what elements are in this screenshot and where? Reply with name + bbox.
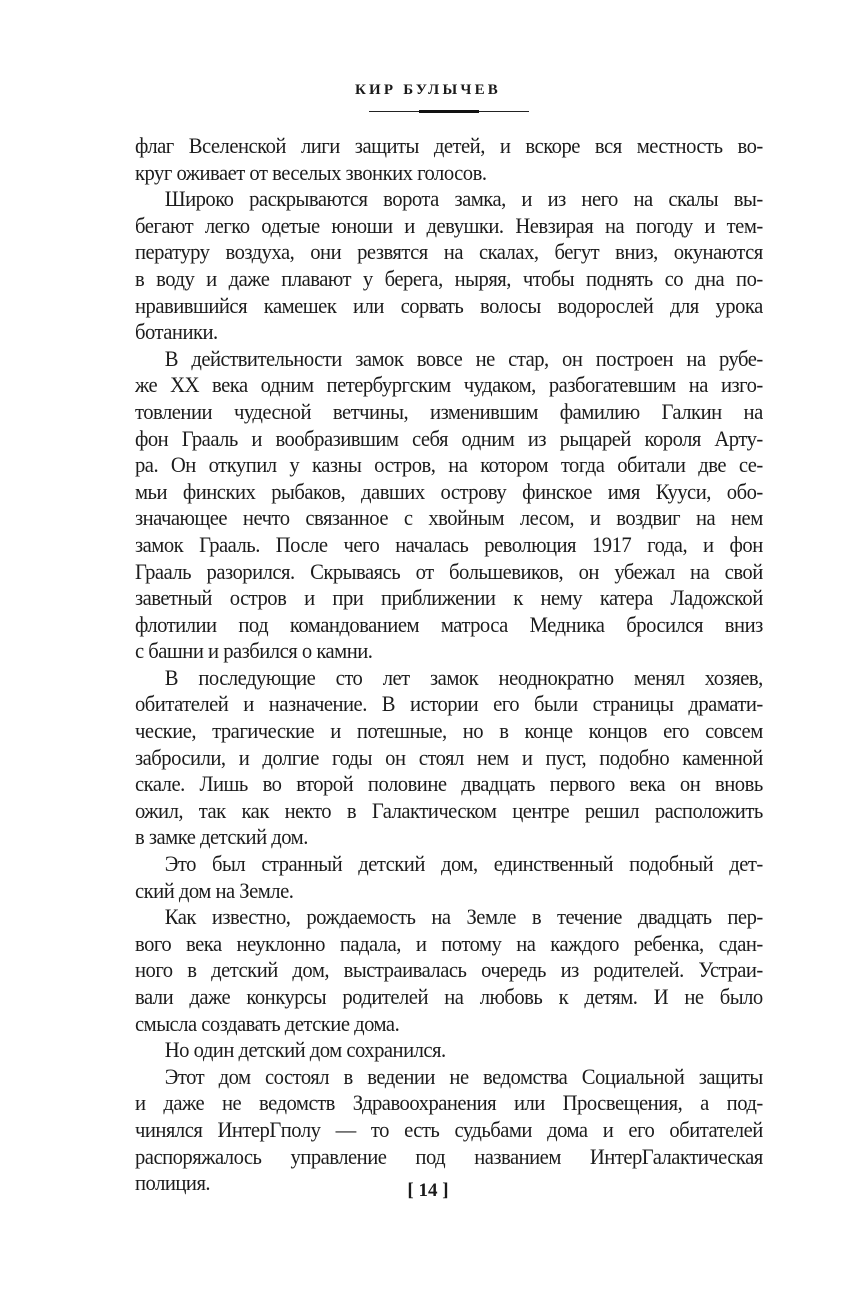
text-line: вали даже конкурсы родителей на любовь к детям. И не было	[135, 984, 763, 1009]
text-line: фон Грааль и вообразившим себя одним из рыцарей короля Арту-	[135, 425, 763, 451]
text-line: В действительности замок вовсе не стар, он построен на рубе-	[164, 345, 763, 371]
text-line: Грааль разорился. Скрываясь от большевиков, он убежал на свой	[135, 558, 763, 584]
text-line: нравившийся камешек или сорвать волосы водорослей для урока	[135, 292, 763, 318]
text-line: ский дом на Земле.	[135, 877, 294, 903]
text-line: чинялся ИнтерГполу — то есть судьбами дома и его обитателей	[135, 1116, 763, 1142]
text-line: Широко раскрываются ворота замка, и из него на скалы вы-	[164, 186, 763, 212]
header-rule-accent	[419, 110, 479, 113]
text-line: забросили, и долгие годы он стоял нем и пуст, подобно каменной	[135, 744, 763, 770]
text-line: скале. Лишь во второй половине двадцать первого века он вновь	[135, 771, 763, 797]
text-line: товлении чудесной ветчины, изменившим фамилию Галкин на	[135, 398, 763, 424]
text-line: В последующие сто лет замок неоднократно менял хозяев,	[164, 664, 763, 690]
text-line: значающее нечто связанное с хвойным лесом, и воздвиг на нем	[135, 505, 763, 531]
text-line: Этот дом состоял в ведении не ведомства Социальной защиты	[164, 1063, 763, 1089]
text-line: мьи финских рыбаков, давших острову финское имя Кууси, обо-	[135, 478, 763, 504]
text-line: с башни и разбился о камни.	[135, 638, 373, 664]
body-text	[135, 133, 763, 1197]
text-line: круг оживает от веселых звонких голосов.	[135, 159, 487, 185]
text-line: ного в детский дом, выстраивалась очередь из родителей. Устраи-	[135, 957, 763, 983]
text-line: Это был странный детский дом, единственный подобный дет-	[164, 851, 763, 877]
text-line: полиция.	[135, 1170, 211, 1196]
text-line: флаг Вселенской лиги защиты детей, и вскоре вся местность во-	[135, 133, 763, 158]
text-line: ожил, так как некто в Галактическом центре решил расположить	[135, 797, 763, 823]
text-line: же XX века одним петербургским чудаком, разбогатевшим на изго-	[135, 372, 763, 398]
text-line: Как известно, рождаемость на Земле в течение двадцать пер-	[164, 904, 763, 930]
text-line: ческие, трагические и потешные, но в конце концов его совсем	[135, 718, 763, 744]
text-line: и даже не ведомств Здравоохранения или Просвещения, а под-	[135, 1090, 763, 1116]
text-line: в воду и даже плавают у берега, ныряя, чтобы поднять со дна по-	[135, 265, 763, 291]
text-line: распоряжалось управление под названием ИнтерГалактическая	[135, 1143, 763, 1169]
text-line: Но один детский дом сохранился.	[164, 1037, 446, 1063]
text-line: ботаники.	[135, 319, 218, 345]
text-line: флотилии под командованием матроса Медника бросился вниз	[135, 611, 763, 637]
text-line: смысла создавать детские дома.	[135, 1010, 400, 1036]
text-line: ра. Он откупил у казны остров, на котором тогда обитали две се-	[135, 452, 763, 478]
text-line: в замке детский дом.	[135, 824, 308, 850]
text-line: заветный остров и при приближении к нему катера Ладожской	[135, 585, 763, 611]
text-line: бегают легко одетые юноши и девушки. Невзирая на погоду и тем-	[135, 212, 763, 238]
text-line: обитателей и назначение. В истории его были страницы драмати-	[135, 691, 763, 717]
running-head-author: КИР БУЛЫЧЕВ	[354, 82, 501, 98]
text-line: пературу воздуха, они резвятся на скалах, бегут вниз, окунаются	[135, 239, 763, 265]
text-line: вого века неуклонно падала, и потому на каждого ребенка, сдан-	[135, 930, 763, 956]
page-number: [ 14 ]	[407, 1180, 449, 1201]
text-line: замок Грааль. После чего началась революция 1917 года, и фон	[135, 531, 763, 557]
